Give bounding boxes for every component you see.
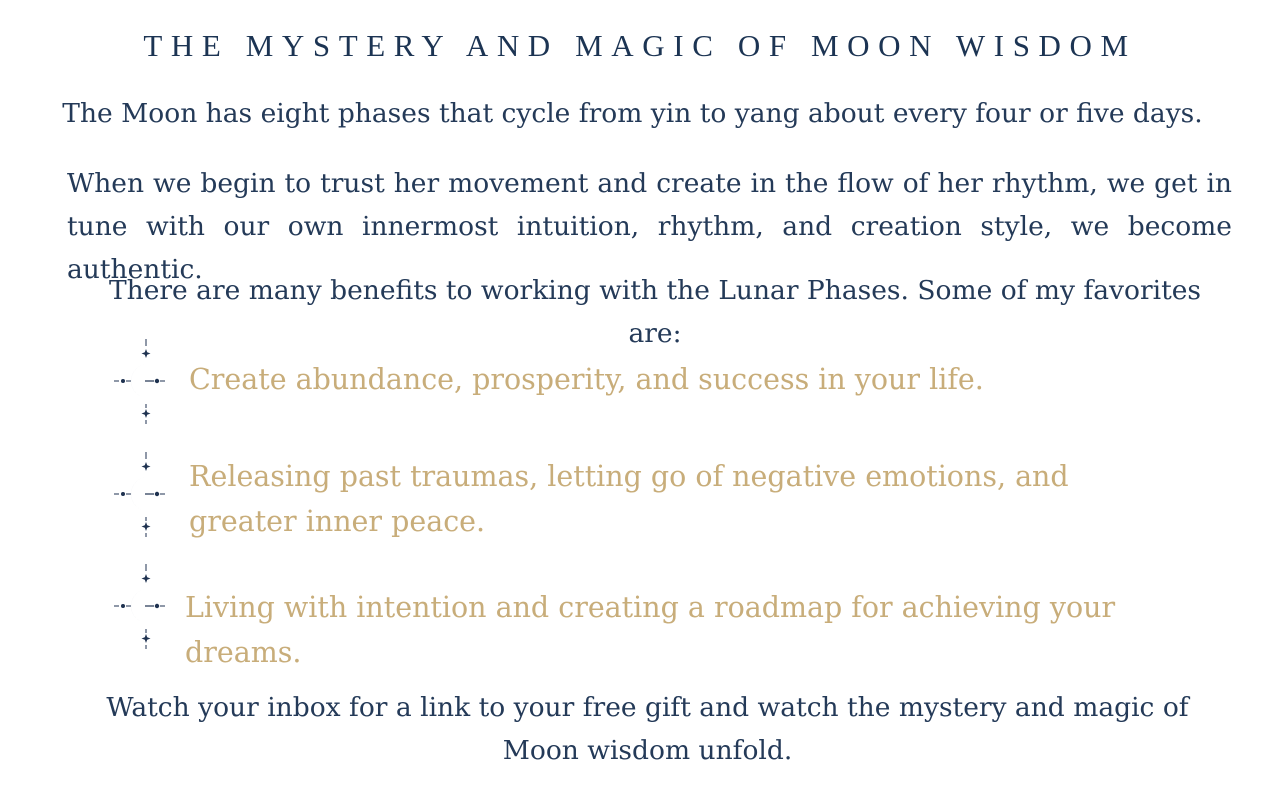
page-title: THE MYSTERY AND MAGIC OF MOON WISDOM <box>143 28 1137 63</box>
footer-message: Watch your inbox for a link to your free gift and watch the mystery and magic of Moon wisdom unfold. <box>106 692 1189 766</box>
crescent-moon-icon <box>110 449 172 539</box>
benefit-text: Releasing past traumas, letting go of negative emotions, and greater inner peace. <box>189 460 1069 538</box>
benefits-intro: There are many benefits to working with the Lunar Phases. Some of my favorites are: <box>108 275 1202 349</box>
benefit-text: Create abundance, prosperity, and success in your life. <box>189 363 984 396</box>
trust-paragraph: When we begin to trust her movement and create in the flow of her rhythm, we get in tune with our own innermost intuition, rhythm, and creation style, we become authentic. <box>67 168 1232 285</box>
crescent-moon-icon <box>110 336 172 426</box>
benefit-text: Living with intention and creating a roadmap for achieving your dreams. <box>185 591 1116 669</box>
crescent-moon-icon <box>110 561 172 651</box>
intro-paragraph: The Moon has eight phases that cycle from yin to yang about every four or five days. <box>62 98 1203 129</box>
